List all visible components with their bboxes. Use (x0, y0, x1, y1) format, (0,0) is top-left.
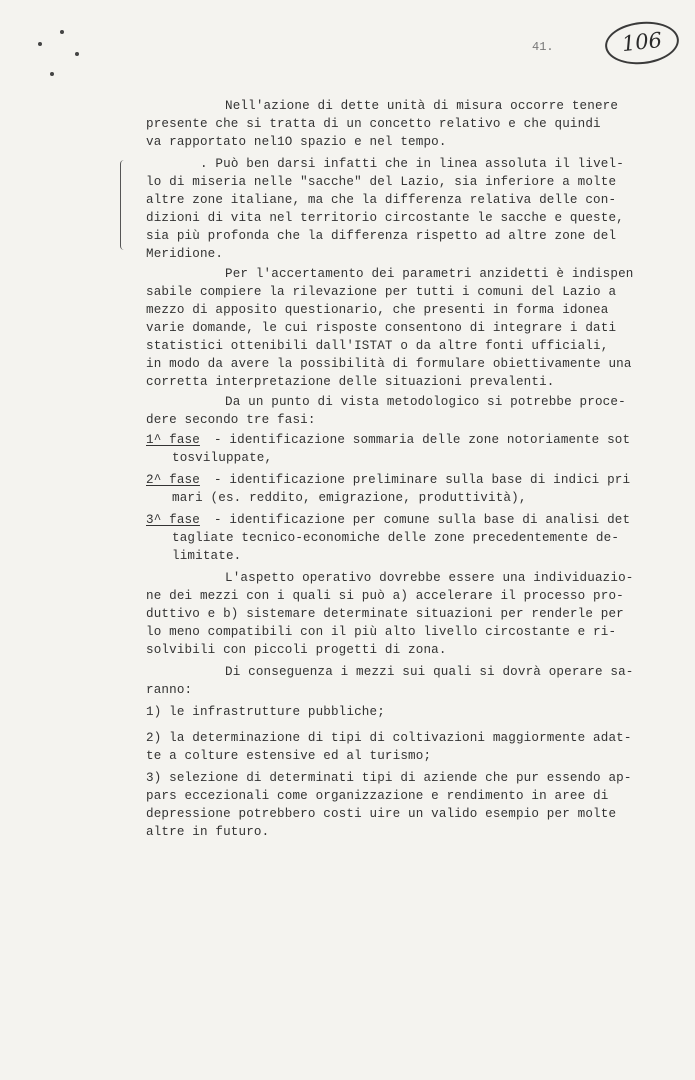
text-line: corretta interpretazione delle situazioni prevalenti. (146, 375, 555, 389)
text-line: lo meno compatibili con il più alto livello circostante e ri- (146, 625, 617, 639)
phase-label: 3^ fase (146, 513, 200, 527)
text-line: Meridione. (146, 247, 224, 261)
phase-label: 1^ fase (146, 433, 200, 447)
text-line: - identificazione per comune sulla base di analisi det (214, 513, 631, 527)
text-line: solvibili con piccoli progetti di zona. (146, 643, 447, 657)
text-line: sabile compiere la rilevazione per tutti i comuni del Lazio a (146, 285, 617, 299)
text-line: dere secondo tre fasi: (146, 413, 316, 427)
text-line: - identificazione sommaria delle zone notoriamente sot (214, 433, 631, 447)
text-line: in modo da avere la possibilità di formulare obiettivamente una (146, 357, 632, 371)
margin-dot (60, 30, 64, 34)
text-line: . Può ben darsi infatti che in linea assoluta il livel- (200, 157, 624, 171)
text-line: va rapportato nel1O spazio e nel tempo. (146, 135, 447, 149)
text-line: tagliate tecnico-economiche delle zone precedentemente de- (172, 531, 620, 545)
text-line: duttivo e b) sistemare determinate situazioni per renderle per (146, 607, 624, 621)
text-line: Per l'accertamento dei parametri anzidetti è indispen (225, 267, 634, 281)
text-line: ranno: (146, 683, 193, 697)
text-line: dizioni di vita nel territorio circostante le sacche e queste, (146, 211, 624, 225)
text-line: lo di miseria nelle "sacche" del Lazio, sia inferiore a molte (146, 175, 617, 189)
text-line: altre zone italiane, ma che la differenza relativa delle con- (146, 193, 617, 207)
text-line: tosviluppate, (172, 451, 273, 465)
text-line: Da un punto di vista metodologico si potrebbe proce- (225, 395, 626, 409)
text-line: mari (es. reddito, emigrazione, produttività), (172, 491, 527, 505)
phase-label: 2^ fase (146, 473, 200, 487)
text-line: L'aspetto operativo dovrebbe essere una individuazio- (225, 571, 634, 585)
text-line: mezzo di apposito questionario, che presenti in forma idonea (146, 303, 609, 317)
text-line: sia più profonda che la differenza rispetto ad altre zone del (146, 229, 617, 243)
text-line: presente che si tratta di un concetto relativo e che quindi (146, 117, 601, 131)
page-number: 41. (532, 40, 554, 54)
margin-dot (50, 72, 54, 76)
margin-bracket-mark (120, 160, 127, 250)
list-item: 3) selezione di determinati tipi di aziende che pur essendo ap- (146, 771, 632, 785)
text-line: pars eccezionali come organizzazione e rendimento in aree di (146, 789, 609, 803)
text-line: statistici ottenibili dall'ISTAT o da altre fonti ufficiali, (146, 339, 609, 353)
list-item: 2) la determinazione di tipi di coltivazioni maggiormente adat- (146, 731, 632, 745)
text-line: altre in futuro. (146, 825, 270, 839)
text-line: varie domande, le cui risposte consentono di integrare i dati (146, 321, 617, 335)
archive-stamp-number: 106 (603, 18, 681, 68)
text-line: Nell'azione di dette unità di misura occorre tenere (225, 99, 619, 113)
text-line: depressione potrebbero costi uire un valido esempio per molte (146, 807, 617, 821)
margin-dot (75, 52, 79, 56)
list-item: 1) le infrastrutture pubbliche; (146, 705, 385, 719)
text-line: limitate. (172, 549, 242, 563)
text-line: - identificazione preliminare sulla base di indici pri (214, 473, 631, 487)
margin-dot (38, 42, 42, 46)
text-line: ne dei mezzi con i quali si può a) accelerare il processo pro- (146, 589, 624, 603)
text-line: te a colture estensive ed al turismo; (146, 749, 432, 763)
text-line: Di conseguenza i mezzi sui quali si dovrà operare sa- (225, 665, 634, 679)
